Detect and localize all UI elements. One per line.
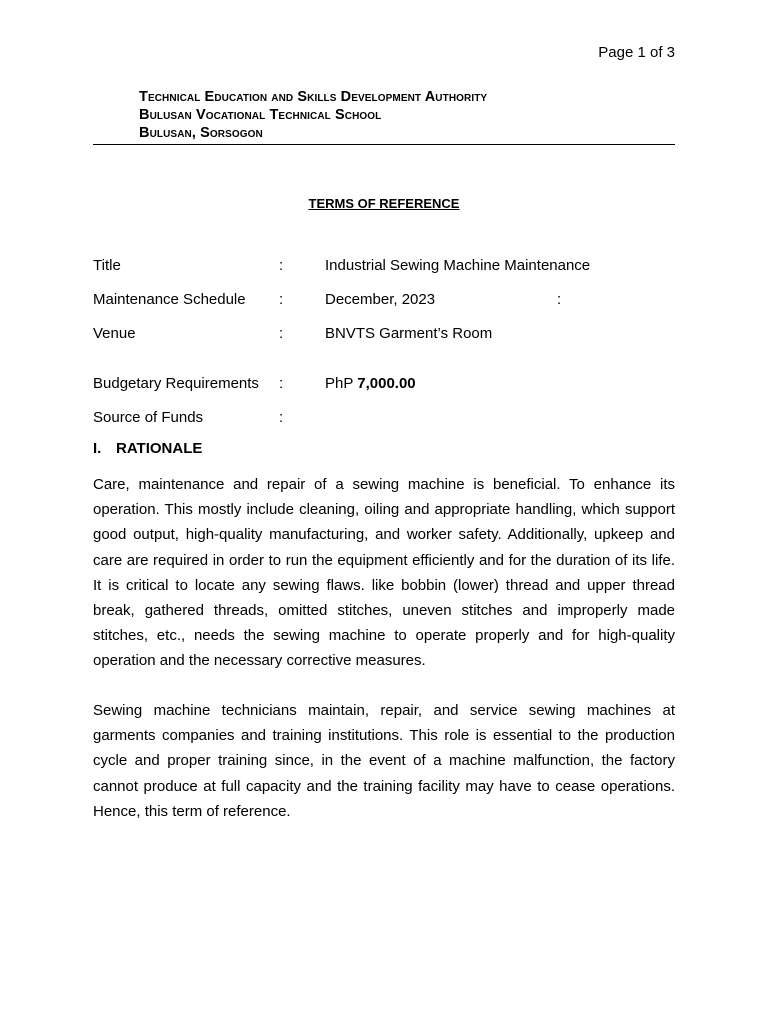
field-label: Title [93, 257, 121, 274]
rationale-paragraph-2: Sewing machine technicians maintain, repair, and service sewing machines at garments companies and training institutions. This role is essential to the production cycle and proper training since, in the event of a machine malfunction, the factory cannot produce at full capacity and the training facility may have to cease operations. Hence, this term of reference. [93, 702, 675, 820]
field-venue [93, 325, 675, 345]
header-location: Bulusan, Sorsogon [139, 125, 263, 141]
field-value: BNVTS Garment’s Room [325, 325, 493, 342]
field-maintenance-schedule [93, 291, 675, 311]
budget-currency: PhP [325, 375, 354, 392]
field-colon: : [279, 375, 284, 392]
field-value: December, 2023 [325, 291, 436, 308]
section-heading-rationale [93, 440, 202, 457]
field-label: Maintenance Schedule [93, 291, 246, 308]
field-label: Budgetary Requirements [93, 375, 259, 392]
budget-amount: 7,000.00 [357, 375, 416, 392]
header-school: Bulusan Vocational Technical School [139, 107, 382, 123]
field-colon: : [279, 325, 284, 342]
section-title: RATIONALE [116, 440, 203, 457]
field-source-of-funds [93, 409, 675, 429]
rationale-paragraph-1: Care, maintenance and repair of a sewing machine is beneficial. To enhance its operation. This mostly include cleaning, oiling and appropriate handling, which support good output, high-quality manufacturing, and worker safety. Additionally, upkeep and care are required in order to run the equipment efficiently and for the duration of its life. It is critical to locate any sewing flaws. like bobbin (lower) thread and upper thread break, gathered threads, omitted stitches, uneven stitches and improperly made stitches, etc., needs the sewing machine to operate properly and for high-quality operation and the necessary corrective measures. [93, 476, 675, 670]
header-agency: Technical Education and Skills Development Authority [139, 89, 488, 105]
page-indicator: Page 1 of 3 [598, 44, 675, 61]
document-header [139, 88, 487, 142]
field-colon: : [279, 291, 284, 308]
header-divider [93, 144, 675, 145]
document-title: TERMS OF REFERENCE [308, 196, 460, 211]
field-label: Venue [93, 325, 136, 342]
field-colon: : [279, 257, 284, 274]
section-number: I. [93, 440, 102, 457]
field-budgetary-requirements [93, 375, 675, 395]
field-colon: : [279, 409, 284, 426]
field-label: Source of Funds [93, 409, 204, 426]
field-value [325, 375, 416, 392]
field-value: Industrial Sewing Machine Maintenance [325, 257, 591, 274]
field-extra-colon: : [557, 291, 562, 308]
field-title [93, 257, 675, 277]
